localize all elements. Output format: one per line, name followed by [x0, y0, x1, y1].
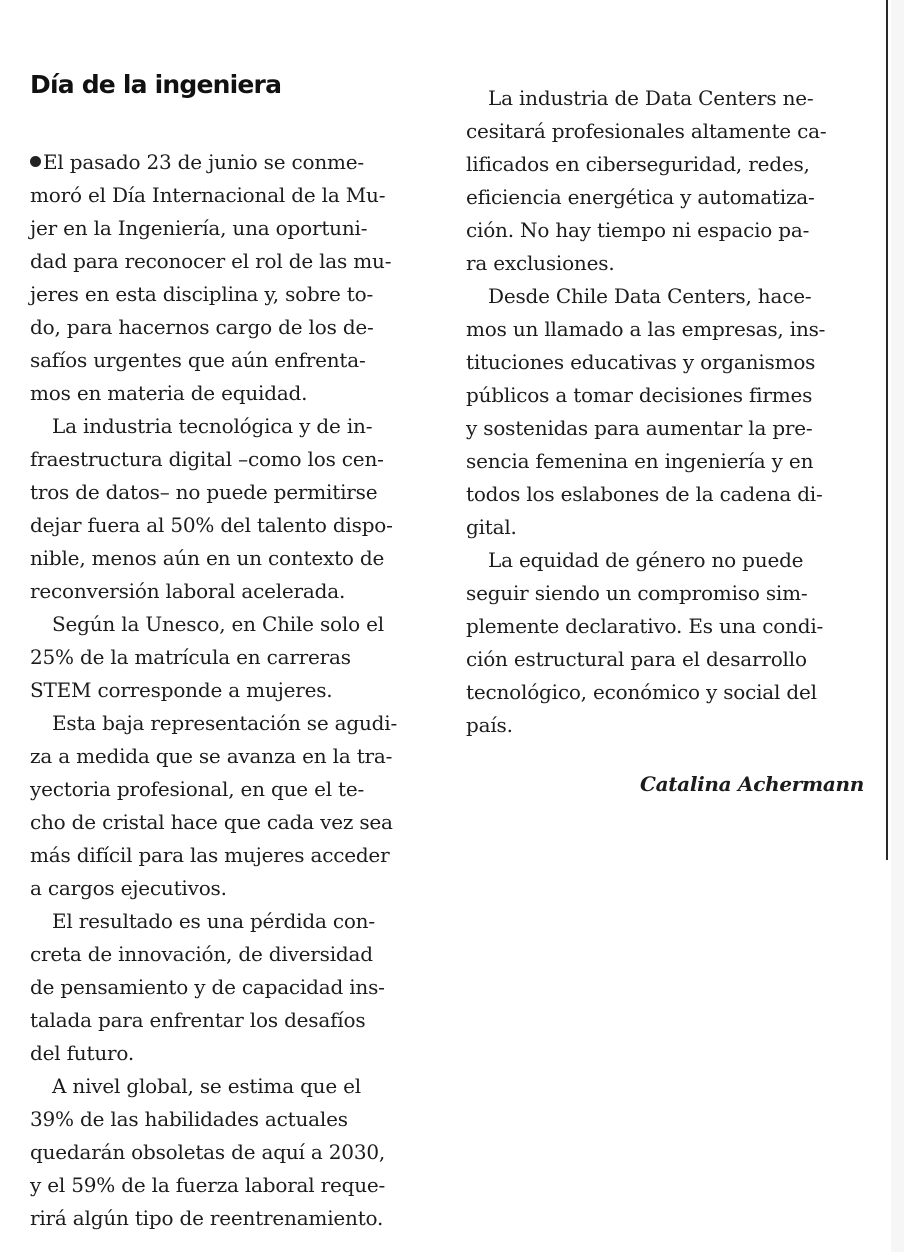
right-column-line — [466, 445, 813, 478]
left-column-line-text: nible, menos aún en un contexto de — [30, 546, 385, 570]
left-column-line-text: dejar fuera al 50% del talento dispo- — [30, 513, 393, 537]
right-column-line — [466, 709, 513, 742]
right-column-line-text: gital. — [466, 515, 517, 539]
left-column-line-text: do, para hacernos cargo de los de- — [30, 315, 374, 339]
right-column-line-text: mos un llamado a las empresas, ins- — [466, 317, 826, 341]
left-column-line-text: reconversión laboral acelerada. — [30, 579, 346, 603]
author-signature: Catalina Achermann — [639, 772, 864, 796]
right-column-line — [466, 412, 813, 445]
right-column-line-text: ción estructural para el desarrollo — [466, 647, 807, 671]
right-column-line-text: y sostenidas para aumentar la pre- — [466, 416, 813, 440]
left-column-line — [30, 278, 373, 311]
left-column-line — [30, 1202, 383, 1235]
left-column-line-text: Esta baja representación se agudi- — [52, 711, 398, 735]
right-column-line-text: cesitará profesionales altamente ca- — [466, 119, 827, 143]
right-column-line-text: La industria de Data Centers ne- — [488, 86, 814, 110]
left-column-line — [30, 1037, 134, 1070]
left-column-line-text: rirá algún tipo de reentrenamiento. — [30, 1206, 384, 1230]
left-column-line-text: STEM corresponde a mujeres. — [30, 678, 333, 702]
right-column-line — [466, 643, 807, 676]
left-column-line-text: del futuro. — [30, 1041, 135, 1065]
left-column-line-text: El pasado 23 de junio se conme- — [43, 150, 364, 174]
left-column-line — [30, 179, 385, 212]
left-column-line-text: quedarán obsoletas de aquí a 2030, — [30, 1140, 386, 1164]
right-column-line — [488, 280, 811, 313]
right-column-line — [466, 511, 517, 544]
right-column-line-text: públicos a tomar decisiones firmes — [466, 383, 813, 407]
right-column-line-text: ción. No hay tiempo ni espacio pa- — [466, 218, 810, 242]
right-column-line-text: La equidad de género no puede — [488, 548, 804, 572]
right-column-line — [466, 214, 809, 247]
left-column-line — [30, 245, 391, 278]
left-column-line — [30, 311, 374, 344]
left-column-line-text: más difícil para las mujeres acceder — [30, 843, 390, 867]
left-column-line — [30, 542, 384, 575]
left-column-line — [30, 773, 364, 806]
left-column-line — [30, 1103, 348, 1136]
left-column-line-text: 25% de la matrícula en carreras — [30, 645, 351, 669]
left-column-line — [52, 707, 397, 740]
left-column-line — [30, 212, 367, 245]
left-column-line — [30, 344, 366, 377]
adjacent-page-margin — [891, 0, 904, 1252]
right-column-line — [466, 346, 815, 379]
left-column-line — [30, 146, 364, 179]
left-column-line — [30, 740, 392, 773]
column-divider — [886, 0, 888, 860]
right-column-line — [488, 544, 803, 577]
left-column-line — [30, 1004, 365, 1037]
left-column-line — [30, 641, 351, 674]
left-column-line-text: fraestructura digital –como los cen- — [30, 447, 384, 471]
left-column-line-text: El resultado es una pérdida con- — [52, 909, 375, 933]
left-column-line — [52, 905, 375, 938]
right-column-line — [466, 313, 825, 346]
left-column-line-text: moró el Día Internacional de la Mu- — [30, 183, 386, 207]
left-column-line — [30, 443, 384, 476]
right-column-line — [466, 181, 815, 214]
right-column-line — [466, 379, 812, 412]
left-column-line — [30, 872, 227, 905]
right-column-line — [466, 247, 614, 280]
left-column-line — [30, 674, 332, 707]
right-column-line-text: Desde Chile Data Centers, hace- — [488, 284, 812, 308]
left-column-line — [52, 410, 372, 443]
right-column-line-text: tituciones educativas y organismos — [466, 350, 816, 374]
left-column-line-text: La industria tecnológica y de in- — [52, 414, 373, 438]
right-column-line — [466, 577, 807, 610]
right-column-line-text: seguir siendo un compromiso sim- — [466, 581, 808, 605]
right-column-line — [488, 82, 814, 115]
right-column-line — [466, 148, 810, 181]
right-column-line-text: tecnológico, económico y social del — [466, 680, 817, 704]
left-column-line — [30, 1136, 385, 1169]
right-column-line — [466, 610, 823, 643]
left-column-line — [30, 575, 345, 608]
left-column-line-text: 39% de las habilidades actuales — [30, 1107, 348, 1131]
right-column-line — [466, 676, 817, 709]
left-column-line — [52, 1070, 361, 1103]
left-column-line-text: jeres en esta disciplina y, sobre to- — [30, 282, 374, 306]
left-column-line — [30, 938, 373, 971]
right-column-line-text: sencia femenina en ingeniería y en — [466, 449, 814, 473]
right-column-line-text: todos los eslabones de la cadena di- — [466, 482, 823, 506]
left-column-line-text: creta de innovación, de diversidad — [30, 942, 373, 966]
left-column-line — [30, 476, 377, 509]
left-column-line-text: jer en la Ingeniería, una oportuni- — [30, 216, 368, 240]
left-column-line — [30, 971, 385, 1004]
article-title: Día de la ingeniera — [30, 70, 282, 99]
right-column-line-text: eficiencia energética y automatiza- — [466, 185, 815, 209]
left-column-line-text: talada para enfrentar los desafíos — [30, 1008, 366, 1032]
left-column-line — [30, 377, 307, 410]
left-column-line-text: Según la Unesco, en Chile solo el — [52, 612, 384, 636]
left-column-line-text: cho de cristal hace que cada vez sea — [30, 810, 393, 834]
right-column-line-text: lificados en ciberseguridad, redes, — [466, 152, 810, 176]
right-column-line-text: ra exclusiones. — [466, 251, 615, 275]
left-column-line — [30, 509, 393, 542]
left-column-line-text: yectoria profesional, en que el te- — [30, 777, 365, 801]
left-column-line — [30, 806, 393, 839]
left-column-line-text: dad para reconocer el rol de las mu- — [30, 249, 392, 273]
left-column-line-text: y el 59% de la fuerza laboral reque- — [30, 1173, 386, 1197]
left-column-line — [52, 608, 384, 641]
right-column-line-text: plemente declarativo. Es una condi- — [466, 614, 824, 638]
left-column-line-text: A nivel global, se estima que el — [52, 1074, 361, 1098]
right-column-line — [466, 115, 826, 148]
right-column-line — [466, 478, 823, 511]
left-column-line-text: za a medida que se avanza en la tra- — [30, 744, 393, 768]
left-column-line-text: mos en materia de equidad. — [30, 381, 308, 405]
left-column-line-text: tros de datos– no puede permitirse — [30, 480, 378, 504]
bullet-icon — [30, 156, 41, 167]
left-column-line — [30, 839, 389, 872]
left-column-line-text: safíos urgentes que aún enfrenta- — [30, 348, 366, 372]
left-column-line — [30, 1169, 385, 1202]
left-column-line-text: a cargos ejecutivos. — [30, 876, 227, 900]
left-column-line-text: de pensamiento y de capacidad ins- — [30, 975, 385, 999]
right-column-line-text: país. — [466, 713, 513, 737]
